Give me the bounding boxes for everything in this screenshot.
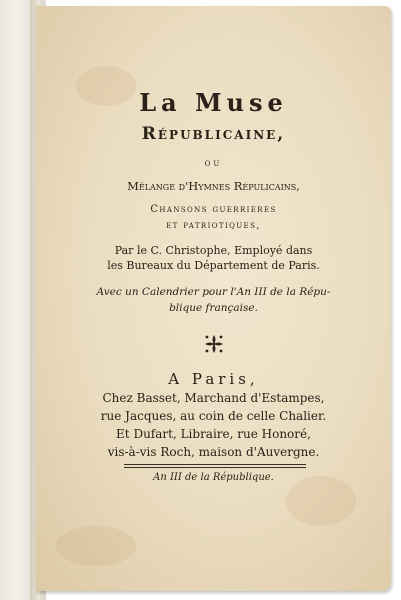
publisher-line-1: Chez Basset, Marchand d'Estampes, <box>102 391 325 405</box>
publisher-line-4: vis-à-vis Roch, maison d'Auvergne. <box>107 445 320 459</box>
publisher-line-3: Et Dufart, Libraire, rue Honoré, <box>116 427 311 441</box>
calendar-line-1: Avec un Calendrier pour l'An III de la Répu- <box>96 286 331 298</box>
title-line-1: La Muse <box>139 88 288 117</box>
imprint-date: An III de la République. <box>153 472 274 483</box>
author-line-1: Par le C. Christophe, Employé dans <box>114 244 313 257</box>
title-page-text <box>36 6 391 591</box>
subtitle-line-2: Chansons guerrieres <box>150 204 277 215</box>
subtitle-line-3: et patriotiques, <box>166 220 261 231</box>
subtitle-line-1: Mêlange d'Hymnes Répulicains, <box>127 179 300 193</box>
imprint-city: A Paris, <box>168 370 259 388</box>
conjunction: ou <box>204 158 223 169</box>
title-line-2: Républicaine, <box>141 124 286 144</box>
author-line-2: les Bureaux du Département de Paris. <box>107 259 320 272</box>
calendar-line-2: blique française. <box>169 302 258 314</box>
title-page <box>36 6 391 591</box>
fleuron-ornament-icon <box>203 333 225 355</box>
publisher-line-2: rue Jacques, au coin de celle Chalier. <box>100 409 327 423</box>
double-rule-top <box>124 464 306 465</box>
double-rule-bottom <box>124 467 306 468</box>
